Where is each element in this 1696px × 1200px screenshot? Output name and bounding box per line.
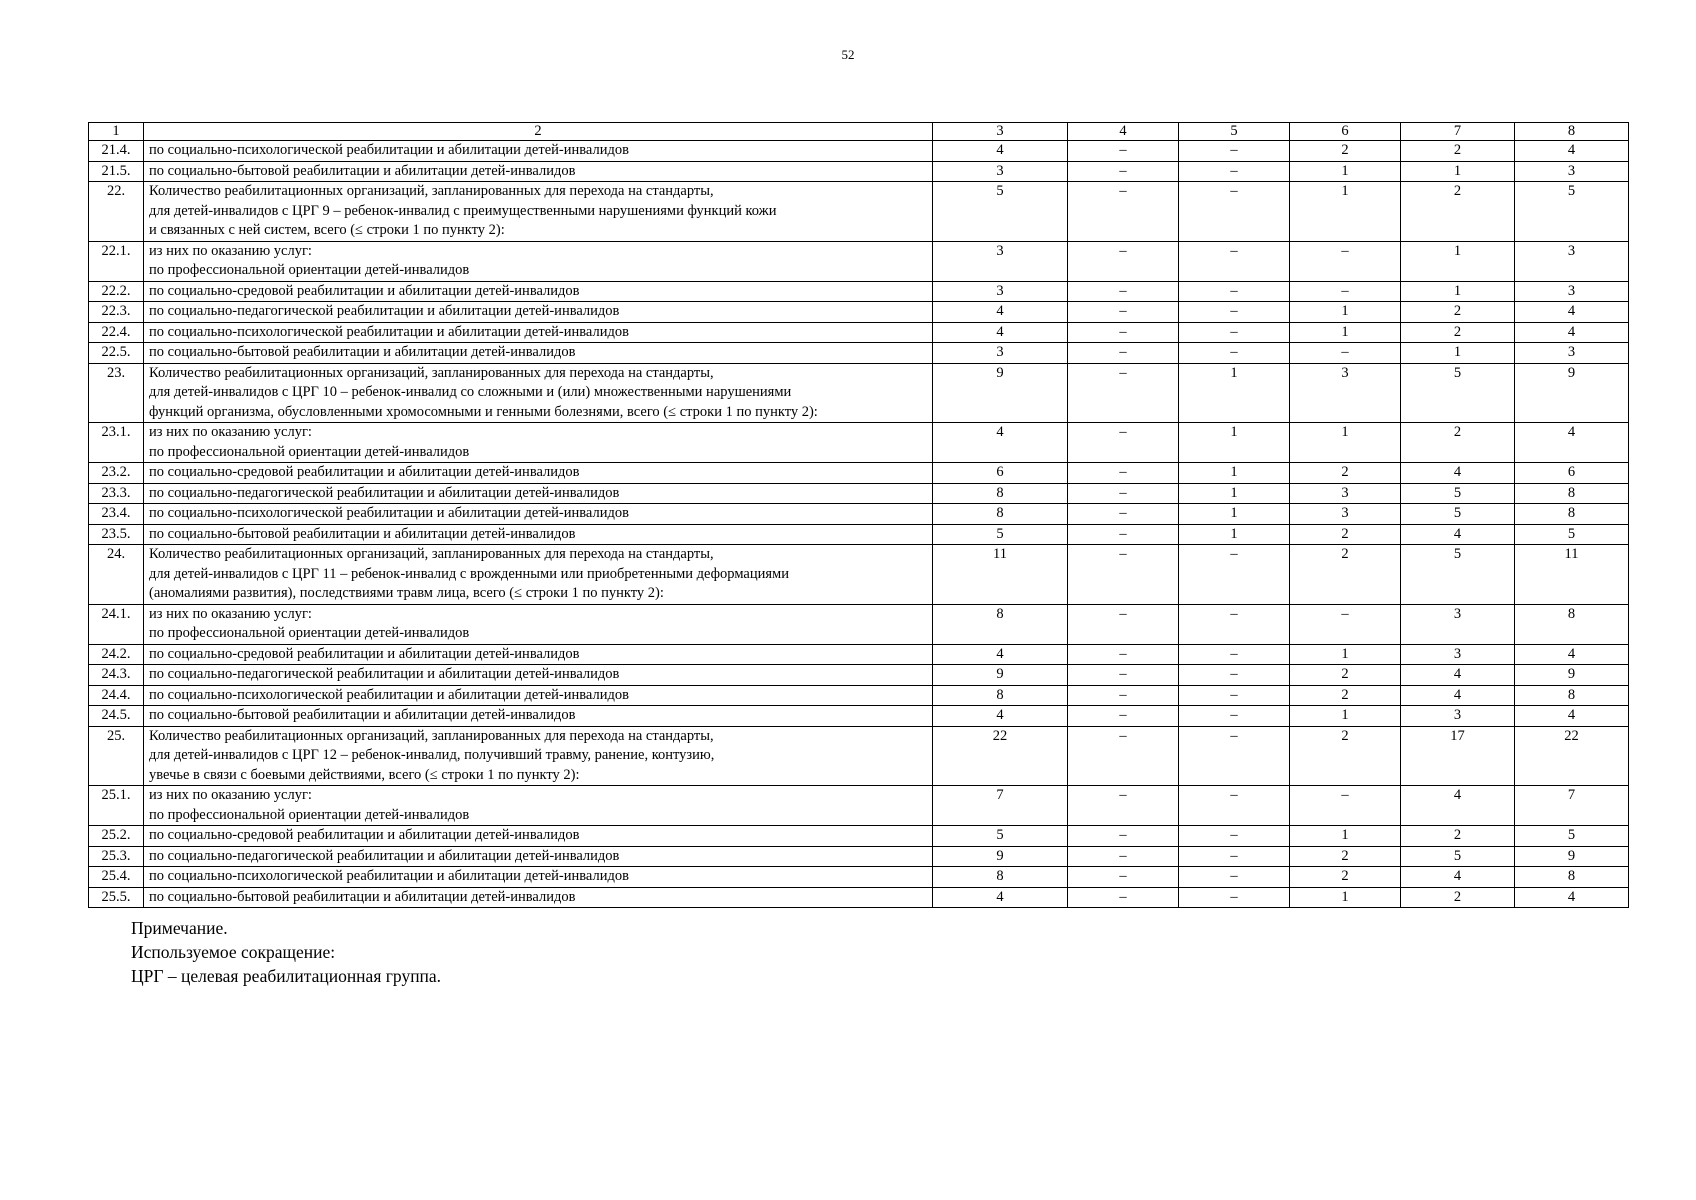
value-cell: 3 <box>1401 644 1515 665</box>
value-cell: 4 <box>1515 644 1629 665</box>
value-cell: 4 <box>1401 524 1515 545</box>
value-cell: – <box>1179 726 1290 786</box>
description-line: по социально-бытовой реабилитации и абилитации детей-инвалидов <box>149 344 576 360</box>
value-cell: 1 <box>1290 182 1401 242</box>
table-row <box>89 322 1629 343</box>
value-cell: 1 <box>1179 363 1290 423</box>
value-cell: 4 <box>1401 786 1515 826</box>
row-description <box>144 141 933 162</box>
table-row <box>89 504 1629 525</box>
description-line: по социально-средовой реабилитации и абилитации детей-инвалидов <box>149 464 580 480</box>
row-number: 22.5. <box>89 343 144 364</box>
table-row <box>89 141 1629 162</box>
value-cell: 3 <box>933 241 1068 281</box>
value-cell: 3 <box>1515 281 1629 302</box>
value-cell: 1 <box>1290 644 1401 665</box>
notes <box>131 916 441 988</box>
value-cell: 8 <box>933 604 1068 644</box>
description-line: по профессиональной ориентации детей-инвалидов <box>149 625 470 641</box>
description-line: по социально-психологической реабилитации и абилитации детей-инвалидов <box>149 323 629 340</box>
value-cell: 4 <box>1515 322 1629 343</box>
row-description <box>144 887 933 908</box>
value-cell: 1 <box>1290 423 1401 463</box>
column-header: 7 <box>1401 123 1515 141</box>
description-line: по социально-психологической реабилитации и абилитации детей-инвалидов <box>149 686 629 703</box>
value-cell: 2 <box>1401 322 1515 343</box>
description-line: по социально-средовой реабилитации и абилитации детей-инвалидов <box>149 282 580 299</box>
row-description <box>144 241 933 281</box>
value-cell: 2 <box>1290 524 1401 545</box>
value-cell: – <box>1068 726 1179 786</box>
row-number: 25.5. <box>89 887 144 908</box>
value-cell: 2 <box>1401 182 1515 242</box>
value-cell: – <box>1068 241 1179 281</box>
row-number: 24.5. <box>89 706 144 727</box>
value-cell: 1 <box>1179 463 1290 484</box>
table-row <box>89 706 1629 727</box>
value-cell: 7 <box>1515 786 1629 826</box>
description-line: по социально-психологической реабилитации и абилитации детей-инвалидов <box>149 868 629 884</box>
table-row <box>89 786 1629 826</box>
row-number: 25. <box>89 726 144 786</box>
value-cell: 8 <box>933 867 1068 888</box>
row-number: 25.2. <box>89 826 144 847</box>
row-number: 22.3. <box>89 302 144 323</box>
value-cell: 4 <box>1515 423 1629 463</box>
row-number: 21.4. <box>89 141 144 162</box>
column-header: 2 <box>144 123 933 141</box>
value-cell: 9 <box>933 665 1068 686</box>
value-cell: – <box>1068 685 1179 706</box>
value-cell: 2 <box>1401 826 1515 847</box>
row-description <box>144 644 933 665</box>
description-line: Количество реабилитационных организаций, запланированных для перехода на стандарты, <box>149 183 714 199</box>
value-cell: – <box>1179 182 1290 242</box>
value-cell: – <box>1068 644 1179 665</box>
value-cell: 11 <box>1515 545 1629 605</box>
description-line: по профессиональной ориентации детей-инвалидов <box>149 443 470 460</box>
note-line: ЦРГ – целевая реабилитационная группа. <box>131 966 442 986</box>
value-cell: 11 <box>933 545 1068 605</box>
value-cell: 4 <box>1401 685 1515 706</box>
description-line: по социально-средовой реабилитации и абилитации детей-инвалидов <box>149 827 580 843</box>
row-description <box>144 363 933 423</box>
value-cell: – <box>1290 786 1401 826</box>
value-cell: – <box>1068 182 1179 242</box>
value-cell: 3 <box>1401 706 1515 727</box>
row-number: 24.3. <box>89 665 144 686</box>
row-number: 23. <box>89 363 144 423</box>
value-cell: 2 <box>1290 665 1401 686</box>
value-cell: – <box>1290 281 1401 302</box>
description-line: для детей-инвалидов с ЦРГ 12 – ребенок-инвалид, получивший травму, ранение, контузию, <box>149 747 715 763</box>
value-cell: 4 <box>1515 706 1629 727</box>
data-table <box>88 122 1629 908</box>
value-cell: – <box>1068 887 1179 908</box>
table-row <box>89 524 1629 545</box>
value-cell: 5 <box>1401 363 1515 423</box>
value-cell: – <box>1179 545 1290 605</box>
value-cell: 1 <box>1290 887 1401 908</box>
value-cell: 1 <box>1401 241 1515 281</box>
table-header-row <box>89 123 1629 141</box>
value-cell: 3 <box>1515 241 1629 281</box>
value-cell: 3 <box>933 161 1068 182</box>
value-cell: 2 <box>1290 545 1401 605</box>
value-cell: 1 <box>1179 423 1290 463</box>
row-number: 25.4. <box>89 867 144 888</box>
value-cell: 4 <box>933 302 1068 323</box>
table-row <box>89 463 1629 484</box>
value-cell: 3 <box>1515 343 1629 364</box>
table-row <box>89 867 1629 888</box>
row-number: 21.5. <box>89 161 144 182</box>
value-cell: 4 <box>1515 302 1629 323</box>
description-line: по социально-бытовой реабилитации и абилитации детей-инвалидов <box>149 707 576 723</box>
value-cell: 22 <box>1515 726 1629 786</box>
value-cell: 9 <box>1515 363 1629 423</box>
value-cell: 5 <box>1401 483 1515 504</box>
value-cell: 5 <box>933 524 1068 545</box>
column-header: 5 <box>1179 123 1290 141</box>
value-cell: – <box>1068 161 1179 182</box>
value-cell: – <box>1179 161 1290 182</box>
row-number: 23.5. <box>89 524 144 545</box>
table-row <box>89 826 1629 847</box>
value-cell: 5 <box>1515 826 1629 847</box>
row-number: 23.1. <box>89 423 144 463</box>
row-description <box>144 182 933 242</box>
table-row <box>89 604 1629 644</box>
value-cell: 3 <box>1290 363 1401 423</box>
value-cell: – <box>1068 302 1179 323</box>
value-cell: – <box>1068 826 1179 847</box>
description-line: Количество реабилитационных организаций, запланированных для перехода на стандарты, <box>149 546 714 562</box>
value-cell: – <box>1068 665 1179 686</box>
description-line: и связанных с ней систем, всего (≤ строки 1 по пункту 2): <box>149 222 505 238</box>
table-row <box>89 644 1629 665</box>
row-number: 23.3. <box>89 483 144 504</box>
column-header: 6 <box>1290 123 1401 141</box>
table-row <box>89 545 1629 605</box>
value-cell: 2 <box>1290 685 1401 706</box>
value-cell: 3 <box>1401 604 1515 644</box>
value-cell: – <box>1068 483 1179 504</box>
description-line: по социально-психологической реабилитации и абилитации детей-инвалидов <box>149 142 629 158</box>
column-header: 4 <box>1068 123 1179 141</box>
description-line: по социально-бытовой реабилитации и абилитации детей-инвалидов <box>149 162 576 179</box>
column-header: 1 <box>89 123 144 141</box>
value-cell: 5 <box>1401 545 1515 605</box>
value-cell: 17 <box>1401 726 1515 786</box>
value-cell: – <box>1179 826 1290 847</box>
value-cell: 6 <box>1515 463 1629 484</box>
value-cell: 9 <box>1515 665 1629 686</box>
table-row <box>89 241 1629 281</box>
row-description <box>144 322 933 343</box>
value-cell: – <box>1179 141 1290 162</box>
value-cell: – <box>1068 463 1179 484</box>
row-description <box>144 161 933 182</box>
value-cell: – <box>1068 867 1179 888</box>
value-cell: 2 <box>1290 867 1401 888</box>
value-cell: 8 <box>933 685 1068 706</box>
value-cell: – <box>1068 141 1179 162</box>
value-cell: 8 <box>933 483 1068 504</box>
row-number: 24.2. <box>89 644 144 665</box>
value-cell: 9 <box>933 363 1068 423</box>
value-cell: 3 <box>933 343 1068 364</box>
value-cell: 4 <box>1515 141 1629 162</box>
table-row <box>89 363 1629 423</box>
value-cell: 1 <box>1290 302 1401 323</box>
value-cell: 5 <box>933 182 1068 242</box>
row-description <box>144 281 933 302</box>
value-cell: 9 <box>933 846 1068 867</box>
row-description <box>144 665 933 686</box>
description-line: по социально-средовой реабилитации и абилитации детей-инвалидов <box>149 645 580 662</box>
value-cell: 4 <box>933 644 1068 665</box>
table-row <box>89 665 1629 686</box>
value-cell: – <box>1179 685 1290 706</box>
description-line: по профессиональной ориентации детей-инвалидов <box>149 262 470 278</box>
value-cell: 1 <box>1290 161 1401 182</box>
value-cell: – <box>1068 363 1179 423</box>
value-cell: 1 <box>1179 483 1290 504</box>
value-cell: 2 <box>1290 726 1401 786</box>
value-cell: 8 <box>933 504 1068 525</box>
value-cell: 9 <box>1515 846 1629 867</box>
description-line: из них по оказанию услуг: <box>149 242 312 259</box>
value-cell: 3 <box>1515 161 1629 182</box>
table-row <box>89 887 1629 908</box>
description-line: для детей-инвалидов с ЦРГ 10 – ребенок-инвалид со сложными и (или) множественными нарушениями <box>149 384 792 400</box>
row-description <box>144 706 933 727</box>
value-cell: – <box>1179 241 1290 281</box>
row-description <box>144 504 933 525</box>
row-number: 22.2. <box>89 281 144 302</box>
column-header: 8 <box>1515 123 1629 141</box>
value-cell: 8 <box>1515 685 1629 706</box>
value-cell: 4 <box>1401 665 1515 686</box>
value-cell: 5 <box>933 826 1068 847</box>
row-description <box>144 302 933 323</box>
value-cell: – <box>1179 846 1290 867</box>
value-cell: 4 <box>933 141 1068 162</box>
value-cell: 4 <box>1401 463 1515 484</box>
value-cell: – <box>1179 706 1290 727</box>
row-description <box>144 846 933 867</box>
table-row <box>89 423 1629 463</box>
description-line: по социально-педагогической реабилитации и абилитации детей-инвалидов <box>149 303 620 319</box>
value-cell: – <box>1179 302 1290 323</box>
column-header: 3 <box>933 123 1068 141</box>
value-cell: – <box>1290 604 1401 644</box>
description-line: Количество реабилитационных организаций, запланированных для перехода на стандарты, <box>149 364 714 381</box>
value-cell: – <box>1179 322 1290 343</box>
value-cell: 4 <box>933 322 1068 343</box>
row-description <box>144 685 933 706</box>
value-cell: 3 <box>933 281 1068 302</box>
note-line: Примечание. <box>131 918 228 938</box>
table-row <box>89 281 1629 302</box>
value-cell: 8 <box>1515 504 1629 525</box>
value-cell: 5 <box>1401 846 1515 867</box>
description-line: из них по оказанию услуг: <box>149 424 312 440</box>
table-row <box>89 726 1629 786</box>
row-number: 22.1. <box>89 241 144 281</box>
value-cell: 1 <box>1179 524 1290 545</box>
row-description <box>144 726 933 786</box>
row-number: 25.3. <box>89 846 144 867</box>
value-cell: 5 <box>1515 182 1629 242</box>
value-cell: 2 <box>1401 302 1515 323</box>
table-row <box>89 846 1629 867</box>
value-cell: – <box>1290 241 1401 281</box>
value-cell: 1 <box>1179 504 1290 525</box>
row-number: 23.2. <box>89 463 144 484</box>
row-description <box>144 867 933 888</box>
value-cell: – <box>1068 423 1179 463</box>
description-line: по социально-психологической реабилитации и абилитации детей-инвалидов <box>149 505 629 521</box>
table-row <box>89 302 1629 323</box>
value-cell: – <box>1068 322 1179 343</box>
table-row <box>89 182 1629 242</box>
value-cell: 4 <box>1401 867 1515 888</box>
row-number: 22. <box>89 182 144 242</box>
value-cell: 4 <box>933 706 1068 727</box>
description-line: по социально-бытовой реабилитации и абилитации детей-инвалидов <box>149 888 576 905</box>
row-description <box>144 545 933 605</box>
value-cell: 2 <box>1401 423 1515 463</box>
row-description <box>144 604 933 644</box>
row-number: 24. <box>89 545 144 605</box>
description-line: по социально-педагогической реабилитации и абилитации детей-инвалидов <box>149 484 620 501</box>
value-cell: 5 <box>1515 524 1629 545</box>
value-cell: – <box>1179 343 1290 364</box>
value-cell: – <box>1179 665 1290 686</box>
value-cell: 1 <box>1290 322 1401 343</box>
value-cell: – <box>1179 867 1290 888</box>
value-cell: 1 <box>1401 281 1515 302</box>
description-line: по социально-бытовой реабилитации и абилитации детей-инвалидов <box>149 525 576 542</box>
value-cell: – <box>1068 706 1179 727</box>
value-cell: – <box>1179 644 1290 665</box>
value-cell: – <box>1068 604 1179 644</box>
value-cell: – <box>1068 846 1179 867</box>
value-cell: – <box>1179 604 1290 644</box>
description-line: функций организма, обусловленными хромосомными и генными болезнями, всего (≤ строки 1 по пункту 2): <box>149 403 818 420</box>
table-row <box>89 483 1629 504</box>
row-description <box>144 826 933 847</box>
row-description <box>144 463 933 484</box>
value-cell: 8 <box>1515 604 1629 644</box>
value-cell: 2 <box>1290 141 1401 162</box>
value-cell: – <box>1068 786 1179 826</box>
value-cell: 2 <box>1290 846 1401 867</box>
value-cell: – <box>1290 343 1401 364</box>
row-number: 22.4. <box>89 322 144 343</box>
value-cell: 8 <box>1515 483 1629 504</box>
page-number: 52 <box>841 47 855 62</box>
value-cell: 1 <box>1401 343 1515 364</box>
row-description <box>144 786 933 826</box>
value-cell: 2 <box>1401 887 1515 908</box>
description-line: по социально-педагогической реабилитации и абилитации детей-инвалидов <box>149 666 620 682</box>
value-cell: 3 <box>1290 483 1401 504</box>
value-cell: – <box>1068 281 1179 302</box>
description-line: для детей-инвалидов с ЦРГ 9 – ребенок-инвалид с преимущественными нарушениями функций кожи <box>149 202 777 219</box>
description-line: по социально-педагогической реабилитации и абилитации детей-инвалидов <box>149 847 620 864</box>
value-cell: – <box>1068 545 1179 605</box>
value-cell: 2 <box>1401 141 1515 162</box>
row-number: 25.1. <box>89 786 144 826</box>
description-line: из них по оказанию услуг: <box>149 787 312 803</box>
value-cell: 22 <box>933 726 1068 786</box>
value-cell: 1 <box>1401 161 1515 182</box>
value-cell: – <box>1179 281 1290 302</box>
value-cell: – <box>1068 524 1179 545</box>
table-row <box>89 161 1629 182</box>
value-cell: – <box>1179 887 1290 908</box>
value-cell: 6 <box>933 463 1068 484</box>
table-row <box>89 685 1629 706</box>
value-cell: – <box>1068 343 1179 364</box>
row-description <box>144 524 933 545</box>
row-number: 23.4. <box>89 504 144 525</box>
value-cell: 1 <box>1290 826 1401 847</box>
description-line: по профессиональной ориентации детей-инвалидов <box>149 806 470 823</box>
value-cell: 8 <box>1515 867 1629 888</box>
value-cell: 4 <box>933 423 1068 463</box>
note-line: Используемое сокращение: <box>131 942 336 962</box>
value-cell: – <box>1179 786 1290 826</box>
description-line: Количество реабилитационных организаций, запланированных для перехода на стандарты, <box>149 727 714 744</box>
value-cell: 5 <box>1401 504 1515 525</box>
row-description <box>144 343 933 364</box>
value-cell: 7 <box>933 786 1068 826</box>
row-number: 24.4. <box>89 685 144 706</box>
description-line: для детей-инвалидов с ЦРГ 11 – ребенок-инвалид с врожденными или приобретенными деформациями <box>149 565 789 582</box>
value-cell: 3 <box>1290 504 1401 525</box>
value-cell: – <box>1068 504 1179 525</box>
row-description <box>144 423 933 463</box>
value-cell: 4 <box>933 887 1068 908</box>
description-line: увечье в связи с боевыми действиями, всего (≤ строки 1 по пункту 2): <box>149 766 580 783</box>
description-line: из них по оказанию услуг: <box>149 605 312 622</box>
description-line: (аномалиями развития), последствиями травм лица, всего (≤ строки 1 по пункту 2): <box>149 585 664 601</box>
value-cell: 1 <box>1290 706 1401 727</box>
row-number: 24.1. <box>89 604 144 644</box>
row-description <box>144 483 933 504</box>
value-cell: 2 <box>1290 463 1401 484</box>
value-cell: 4 <box>1515 887 1629 908</box>
table-row <box>89 343 1629 364</box>
